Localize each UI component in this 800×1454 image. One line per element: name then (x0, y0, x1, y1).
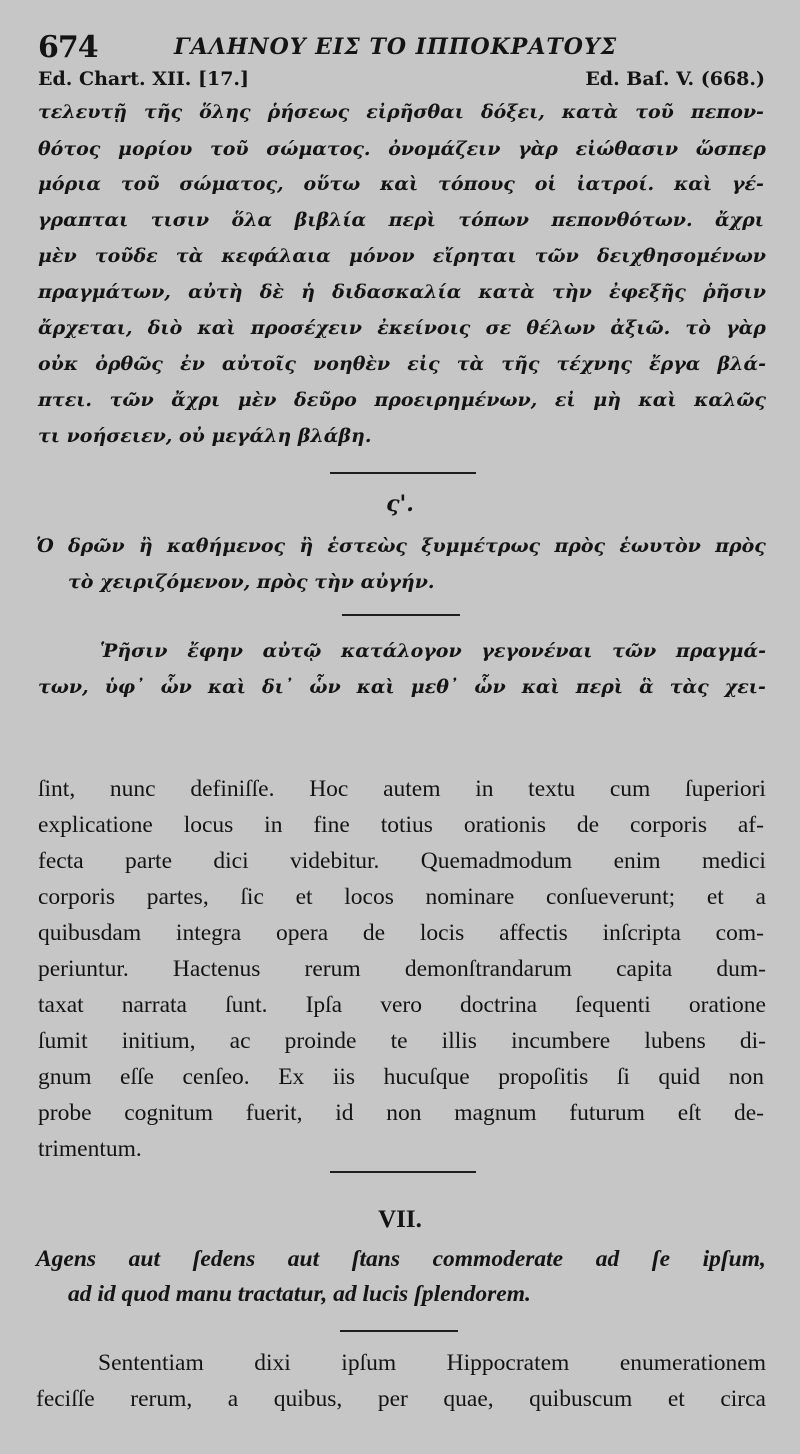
section-divider (330, 472, 476, 474)
lemma-divider (340, 1330, 458, 1332)
latin-commentary-line: quibusdam integra opera de locis affectis inſcripta com- (38, 920, 764, 946)
greek-commentary-line: των, ὑφ᾽ ὧν καὶ δι᾽ ὧν καὶ μεθ᾽ ὧν καὶ περὶ ἃ τὰς χει- (38, 676, 766, 698)
greek-lemma-line: Ὁ δρῶν ἢ καθήμενος ἢ ἑστεὼς ξυμμέτρως πρὸς ἑωυτὸν πρὸς (36, 535, 766, 557)
edition-basel-reference: Ed. Baſ. V. (668.) (585, 68, 765, 90)
greek-commentary-line: μὲν τοῦδε τὰ κεφάλαια μόνον εἴρηται τῶν δειχθησομένων (38, 245, 766, 267)
latin-commentary-line: gnum eſſe cenſeo. Ex iis hucuſque propoſitis ſi quid non (38, 1064, 764, 1090)
latin-commentary-line: explicatione locus in fine totius orationis de corporis af- (38, 812, 764, 838)
greek-lemma-line: τὸ χειριζόμενον, πρὸς τὴν αὐγήν. (68, 571, 435, 593)
latin-commentary-line: taxat narrata ſunt. Ipſa vero doctrina ſequenti oratione (38, 992, 766, 1018)
lemma-divider (342, 614, 460, 616)
latin-commentary-line: feciſſe rerum, a quibus, per quae, quibuscum et circa (36, 1386, 766, 1412)
greek-commentary-line: μόρια τοῦ σώματος, οὕτω καὶ τόπους οἱ ἰατροί. καὶ γέ- (38, 173, 764, 195)
greek-section-number: ς'. (386, 491, 414, 517)
page-header (38, 30, 762, 66)
section-divider (330, 1171, 476, 1173)
latin-commentary-line: fecta parte dici videbitur. Quemadmodum enim medici (38, 848, 766, 874)
greek-commentary-line: τι νοήσειεν, οὐ μεγάλη βλάβη. (38, 425, 372, 447)
latin-lemma-line: ad id quod manu tractatur, ad lucis ſplendorem. (68, 1281, 531, 1307)
latin-commentary-line: ſint, nunc definiſſe. Hoc autem in textu cum ſuperiori (38, 776, 766, 802)
edition-chart-reference: Ed. Chart. XII. [17.] (38, 68, 250, 90)
latin-commentary-line: periuntur. Hactenus rerum demonſtrandarum capita dum- (38, 956, 766, 982)
latin-commentary-line: Sententiam dixi ipſum Hippocratem enumerationem (98, 1350, 766, 1376)
latin-lemma-line: Agens aut ſedens aut ſtans commoderate ad ſe ipſum, (36, 1246, 766, 1272)
greek-commentary-line: Ῥῆσιν ἔφην αὐτῷ κατάλογον γεγονέναι τῶν πραγμά- (100, 640, 766, 662)
greek-commentary-line: πραγμάτων, αὐτὴ δὲ ἡ διδασκαλία κατὰ τὴν ἐφεξῆς ῥῆσιν (38, 281, 766, 303)
latin-commentary-line: ſumit initium, ac proinde te illis incumbere lubens di- (38, 1028, 766, 1054)
greek-commentary-line: τελευτῇ τῆς ὅλης ῥήσεως εἰρῆσθαι δόξει, κατὰ τοῦ πεπον- (38, 101, 764, 123)
latin-section-number: VII. (378, 1206, 422, 1233)
page-number: 674 (38, 30, 98, 65)
running-title: ΓΑΛΗΝΟΥ ΕΙΣ ΤΟ ΙΠΠΟΚΡΑΤΟΥΣ (174, 34, 618, 60)
greek-commentary-line: οὐκ ὀρθῶς ἐν αὐτοῖς νοηθὲν εἰς τὰ τῆς τέχνης ἔργα βλά- (38, 353, 766, 375)
greek-commentary-line: θότος μορίου τοῦ σώματος. ὀνομάζειν γὰρ εἰώθασιν ὥσπερ (38, 138, 766, 160)
latin-commentary-line: probe cognitum fuerit, id non magnum futurum eſt de- (38, 1100, 764, 1126)
latin-commentary-line: trimentum. (38, 1136, 142, 1162)
edition-reference-line (38, 68, 765, 94)
greek-commentary-line: ἄρχεται, διὸ καὶ προσέχειν ἐκείνοις σε θέλων ἀξιῶ. τὸ γὰρ (38, 317, 766, 339)
greek-commentary-line: πτει. τῶν ἄχρι μὲν δεῦρο προειρημένων, εἰ μὴ καὶ καλῶς (38, 389, 766, 411)
greek-commentary-line: γραπται τισιν ὅλα βιβλία περὶ τόπων πεπονθότων. ἄχρι (38, 209, 764, 231)
latin-commentary-line: corporis partes, ſic et locos nominare conſueverunt; et a (38, 884, 766, 910)
